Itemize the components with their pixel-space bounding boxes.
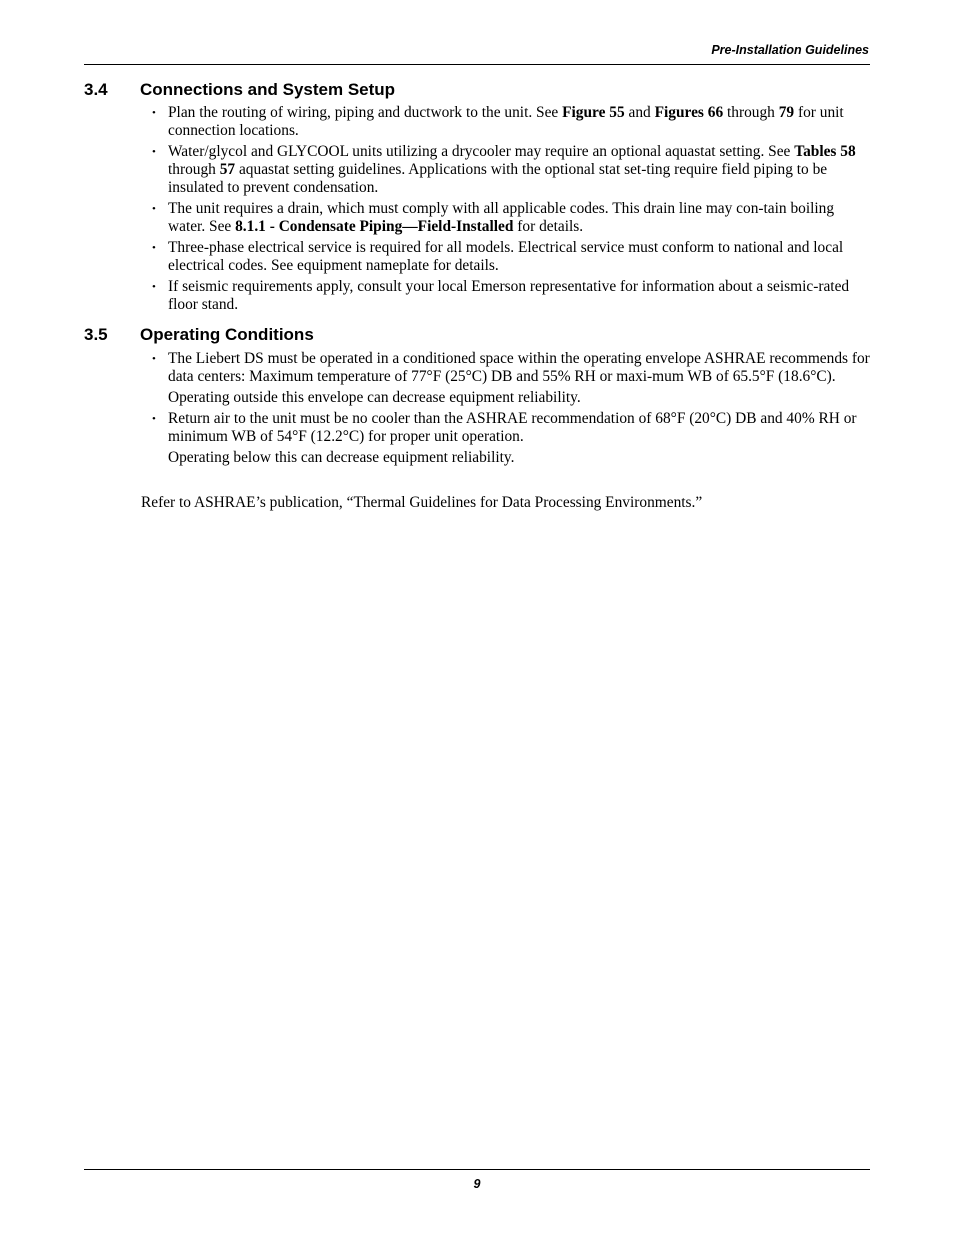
running-header-title: Pre-Installation Guidelines [711, 43, 869, 57]
text-run: aquastat setting guidelines. Applications with the optional stat set-ting require field piping to be insulated to prevent condensation. [168, 161, 828, 196]
list-item [150, 350, 870, 407]
header-rule [84, 64, 870, 65]
section-title: Connections and System Setup [140, 80, 396, 99]
bullet-icon: • [152, 413, 156, 425]
text-run: for unit connection locations. [168, 104, 844, 139]
text-run: through [723, 104, 779, 121]
list-item [150, 143, 870, 197]
text-run: Three-phase electrical service is required for all models. Electrical service must conform to national and local electrical codes. See equipment nameplate for details. [168, 239, 844, 274]
list-item-text [168, 104, 844, 139]
text-run: Water/glycol and GLYCOOL units utilizing a drycooler may require an optional aquastat setting. See [168, 143, 795, 160]
text-run: for details. [513, 218, 584, 235]
bullet-icon: • [152, 203, 156, 215]
list-item-text [168, 278, 849, 313]
list-item [150, 200, 870, 236]
list-item-text [168, 410, 857, 445]
bold-reference: Figure 55 [562, 104, 625, 121]
bold-reference: 79 [778, 104, 795, 121]
section-title: Operating Conditions [140, 325, 314, 344]
list-item-note: Operating below this can decrease equipment reliability. [168, 449, 515, 466]
section-number: 3.4 [84, 80, 108, 99]
text-run: The Liebert DS must be operated in a conditioned space within the operating envelope ASHRAE recommends for data centers: Maximum temperature of 77°F (25°C) DB and 55% RH or maxi-mum WB of 65.5°F (18.6°C). [168, 350, 870, 385]
text-run: through [168, 161, 220, 178]
page-number: 9 [473, 1177, 481, 1191]
list-item-text [168, 239, 843, 274]
list-item [150, 104, 870, 140]
list-item [150, 278, 870, 314]
bullet-icon: • [152, 107, 156, 119]
text-run: and [624, 104, 655, 121]
bold-reference: Tables 58 [794, 143, 856, 160]
bullet-icon: • [152, 281, 156, 293]
section-heading-3-5 [84, 325, 314, 345]
list-item [150, 239, 870, 275]
bullet-icon: • [152, 242, 156, 254]
operating-conditions-bullet-list [150, 350, 870, 470]
closing-paragraph: Refer to ASHRAE’s publication, “Thermal Guidelines for Data Processing Environments.” [141, 494, 703, 511]
bullet-icon: • [152, 146, 156, 158]
list-item-text [168, 350, 870, 385]
bold-reference: 8.1.1 - Condensate Piping—Field-Installed [235, 218, 514, 235]
bullet-icon: • [152, 353, 156, 365]
connections-bullet-list [150, 104, 870, 317]
text-run: The unit requires a drain, which must comply with all applicable codes. This drain line may con-tain boiling water. See [168, 200, 835, 235]
text-run: Return air to the unit must be no cooler than the ASHRAE recommendation of 68°F (20°C) DB and 40% RH or minimum WB of 54°F (12.2°C) for proper unit operation. [168, 410, 857, 445]
bold-reference: 57 [219, 161, 236, 178]
list-item-note: Operating outside this envelope can decrease equipment reliability. [168, 389, 581, 406]
section-number: 3.5 [84, 325, 108, 344]
list-item [150, 410, 870, 467]
list-item-text [168, 200, 834, 235]
section-heading-3-4 [84, 80, 395, 100]
list-item-text [168, 143, 856, 196]
footer-rule [84, 1169, 870, 1170]
text-run: If seismic requirements apply, consult your local Emerson representative for information about a seismic-rated floor stand. [168, 278, 850, 313]
bold-reference: Figures 66 [654, 104, 724, 121]
text-run: Plan the routing of wiring, piping and ductwork to the unit. See [168, 104, 563, 121]
